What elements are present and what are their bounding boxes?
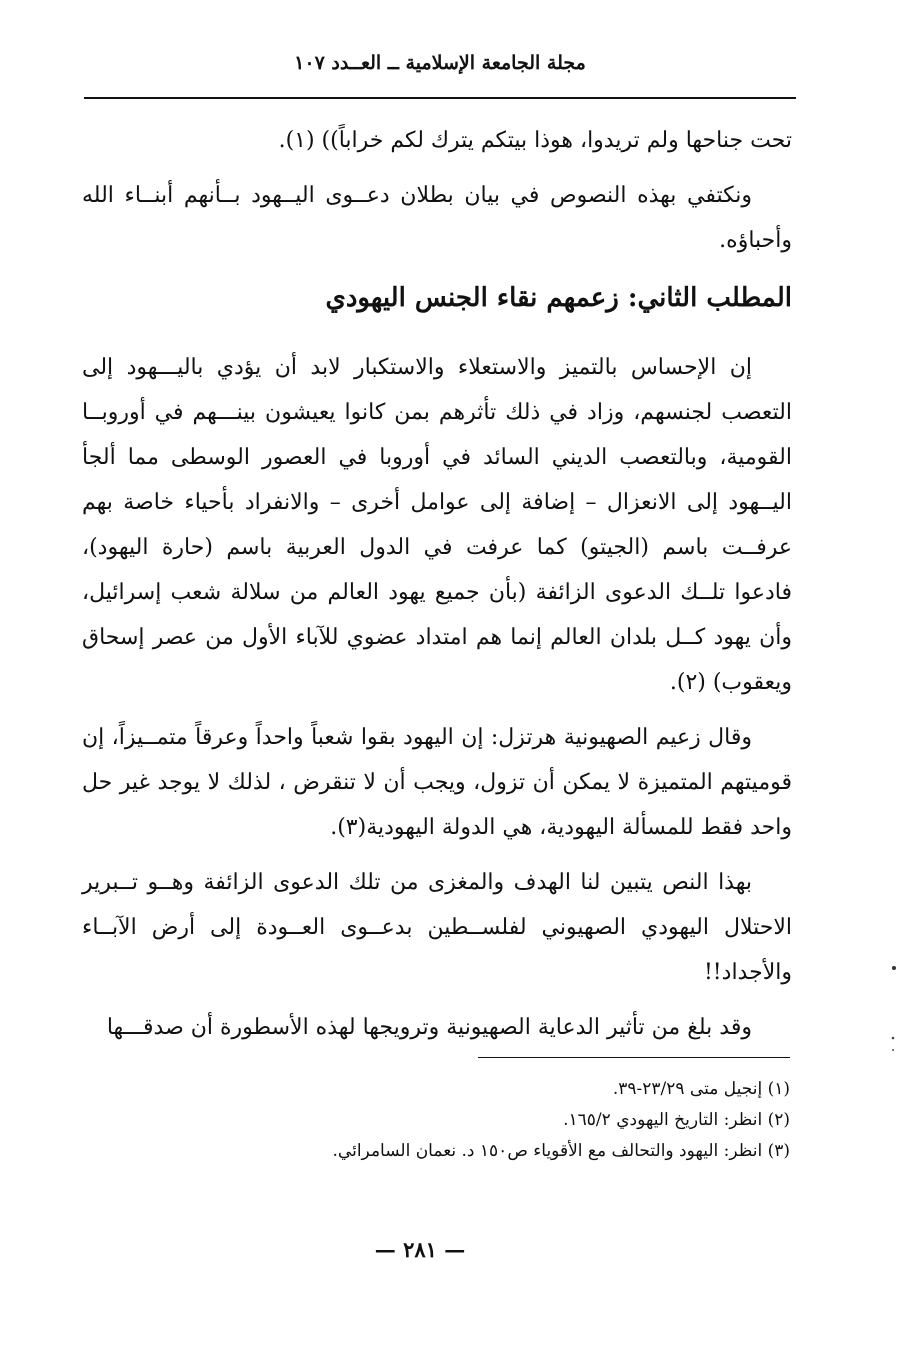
section-heading: المطلب الثاني: زعمهم نقاء الجنس اليهودي <box>325 283 792 313</box>
footnotes <box>200 1074 790 1167</box>
footnote-divider <box>478 1057 790 1058</box>
paragraph-conclusion: ونكتفي بهذه النصوص في بيان بطلان دعــوى اليــهود بــأنهم أبنــاء الله وأحباؤه. <box>82 183 792 253</box>
body-text <box>82 118 792 1060</box>
paragraph-purpose: بهذا النص يتبين لنا الهدف والمغزى من تلك الدعوى الزائفة وهــو تــبرير الاحتلال اليهودي الصهيوني لفلســطين بدعــوى العــودة إلى أرض الآبــاء والأجداد!! <box>82 870 792 985</box>
paragraph-propaganda: وقد بلغ من تأثير الدعاية الصهيونية وترويجها لهذه الأسطورة أن صدقـــها <box>106 1015 752 1040</box>
footnote-2: (٢) انظر: التاريخ اليهودي ١٦٥/٢. <box>563 1110 790 1130</box>
paragraph-isolation: إن الإحساس بالتميز والاستعلاء والاستكبار لابد أن يؤدي باليـــهود إلى التعصب لجنسهم، وزاد في ذلك تأثرهم بمن كانوا يعيشون بينـــهم في أوروبــا القومية، وبالتعصب الديني السائد في أوروبا في العصور الوسطى مما ألجأ اليــهود إلى الانعزال – إضافة إلى عوامل أخرى – والانفراد بأحياء خاصة بهم عرفــت باسم (الجيتو) كما عرفت في الدول العربية باسم (حارة اليهود)، فادعوا تلــك الدعوى الزائفة (بأن جميع يهود العالم من سلالة شعب إسرائيل، وأن يهود كــل بلدان العالم إنما هم امتداد عضوي للآباء الأول من عصر إسحاق ويعقوب) (٢). <box>82 355 792 695</box>
header-divider <box>84 97 796 99</box>
footnote-3: (٣) انظر: اليهود والتحالف مع الأقوياء ص١٥٠ د. نعمان السامرائي. <box>332 1141 790 1161</box>
page-number: — ٢٨١ — <box>374 1237 466 1262</box>
paragraph-herzl-quote: وقال زعيم الصهيونية هرتزل: إن اليهود بقوا شعباً واحداً وعرقاً متمــيزاً، إن قوميتهم المتميزة لا يمكن أن تزول، ويجب أن لا تنقرض ، لذلك لا يوجد غير حل واحد فقط للمسألة اليهودية، هي الدولة اليهودية(٣). <box>82 725 792 840</box>
paragraph-continuation: تحت جناحها ولم تريدوا، هوذا بيتكم يترك لكم خراباً)) (١). <box>278 128 792 153</box>
scan-specks <box>888 950 908 1070</box>
running-header: مجلة الجامعة الإسلامية ــ العــدد ١٠٧ <box>294 52 586 74</box>
footnote-1: (١) إنجيل متى ٢٣/٢٩-٣٩. <box>612 1079 790 1099</box>
